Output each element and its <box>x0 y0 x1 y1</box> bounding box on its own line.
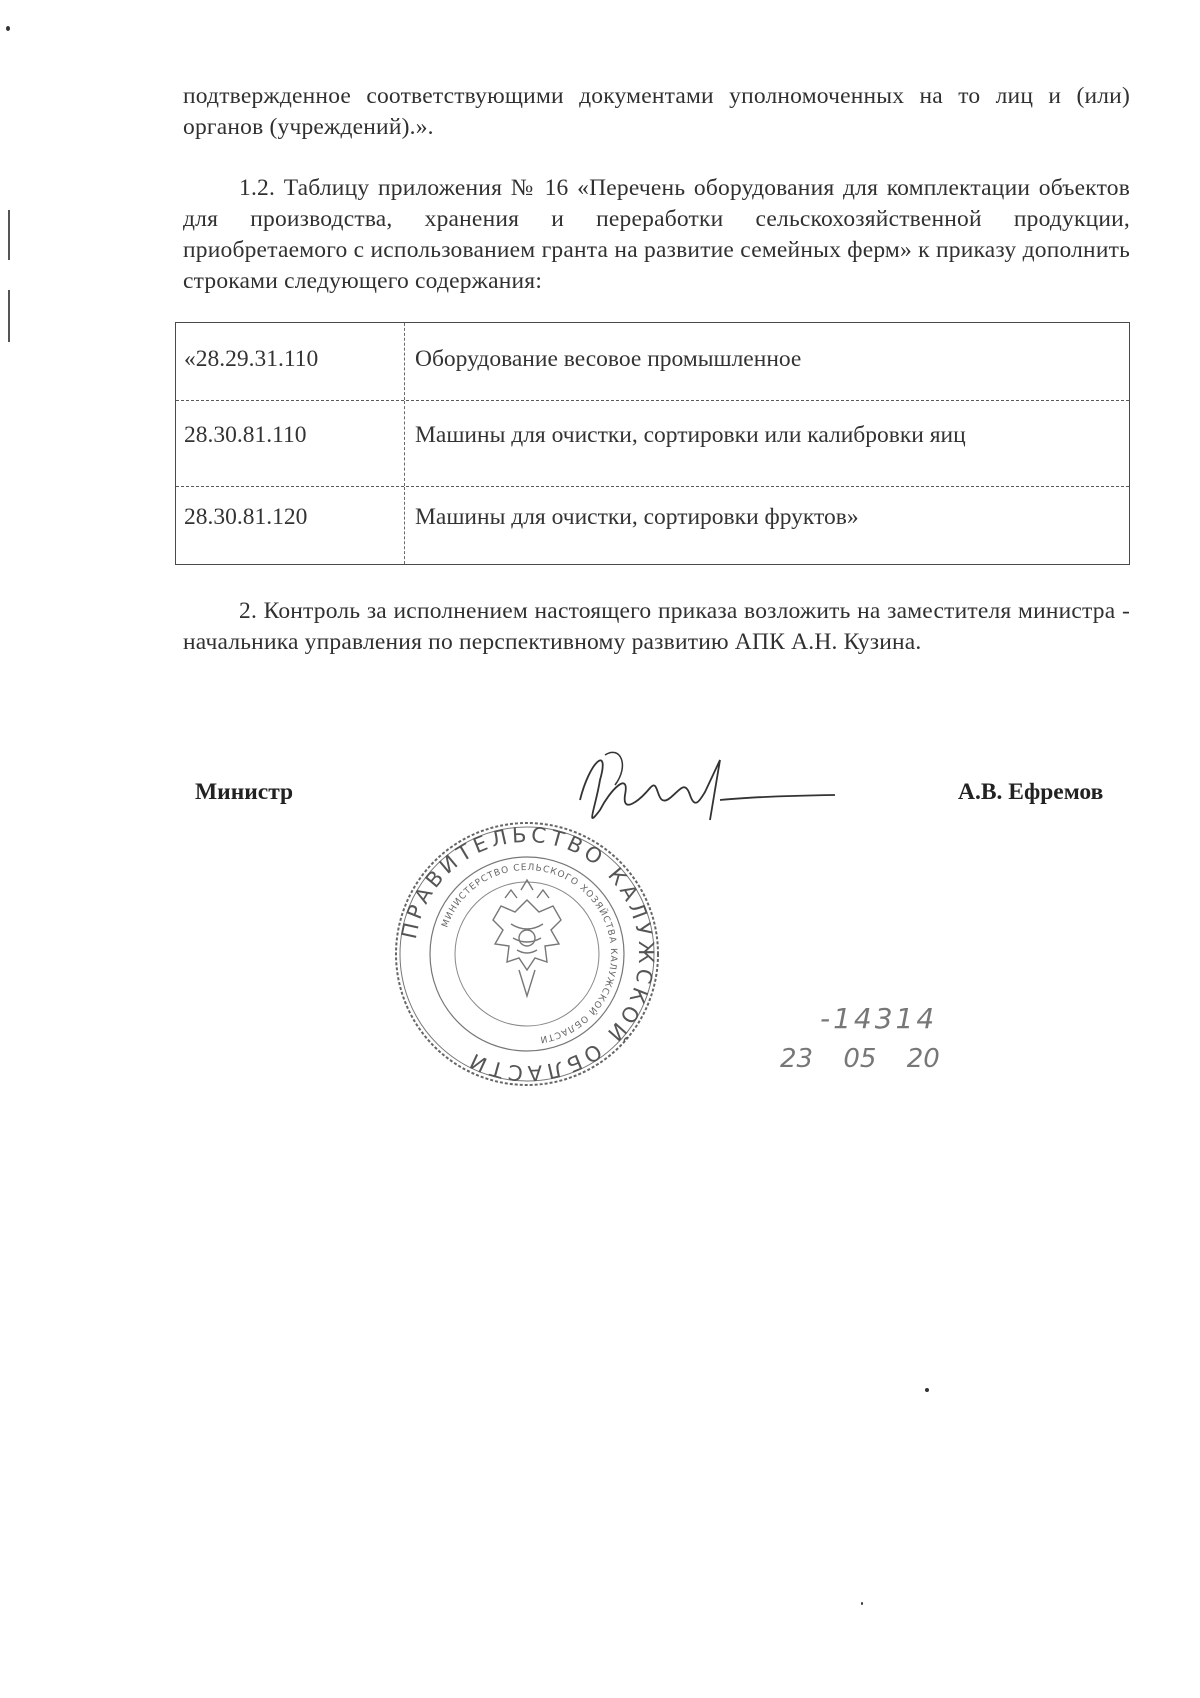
table-cell-code: «28.29.31.110 <box>176 323 405 400</box>
scan-speck <box>925 1388 929 1392</box>
scan-speck <box>6 26 10 31</box>
scan-speck <box>861 1602 863 1605</box>
table-row <box>176 487 1129 564</box>
equipment-table <box>175 322 1130 565</box>
official-seal <box>393 820 661 1088</box>
handwritten-date: 23 05 20 <box>780 1044 940 1074</box>
scan-margin-line <box>8 290 10 342</box>
eagle-emblem-icon <box>493 880 561 996</box>
table-cell-name: Оборудование весовое промышленное <box>415 346 802 372</box>
table-cell-code: 28.30.81.120 <box>176 487 405 564</box>
signatory-name: А.В. Ефремов <box>958 779 1104 805</box>
signature-mark <box>570 740 840 850</box>
scan-margin-line <box>8 210 10 260</box>
seal-inner-text: МИНИСТЕРСТВО СЕЛЬСКОГО ХОЗЯЙСТВА КАЛУЖСКОЙ ОБЛАСТИ <box>440 862 619 1045</box>
table-row <box>176 401 1129 487</box>
handwritten-registration-note <box>780 1000 1020 1090</box>
seal-outer-text: ПРАВИТЕЛЬСТВО КАЛУЖСКОЙ ОБЛАСТИ <box>396 822 659 1086</box>
table-cell-code: 28.30.81.110 <box>176 401 405 486</box>
paragraph-2: 2. Контроль за исполнением настоящего приказа возложить на заместителя министра - начальника управления по перспективному развитию АПК А.Н. Кузина. <box>183 598 1130 655</box>
paragraph-1-2: 1.2. Таблицу приложения № 16 «Перечень оборудования для комплектации объектов для производства, хранения и переработки сельскохозяйственной продукции, приобретаемого с использованием гранта на развитие семейных ферм» к приказу дополнить строками следующего содержания: <box>183 175 1130 294</box>
svg-text:ПРАВИТЕЛЬСТВО КАЛУЖСКОЙ ОБЛАСТ <box>397 823 658 1086</box>
signatory-title: Министр <box>195 779 294 805</box>
paragraph-continuation: подтвержденное соответствующими документами уполномоченных на то лиц и (или) органов (учреждений).». <box>183 83 1130 140</box>
table-cell-name: Машины для очистки, сортировки фруктов» <box>415 504 859 530</box>
handwritten-number: -14314 <box>820 1002 938 1035</box>
table-cell-name: Машины для очистки, сортировки или калибровки яиц <box>415 422 966 448</box>
table-row <box>176 323 1129 401</box>
